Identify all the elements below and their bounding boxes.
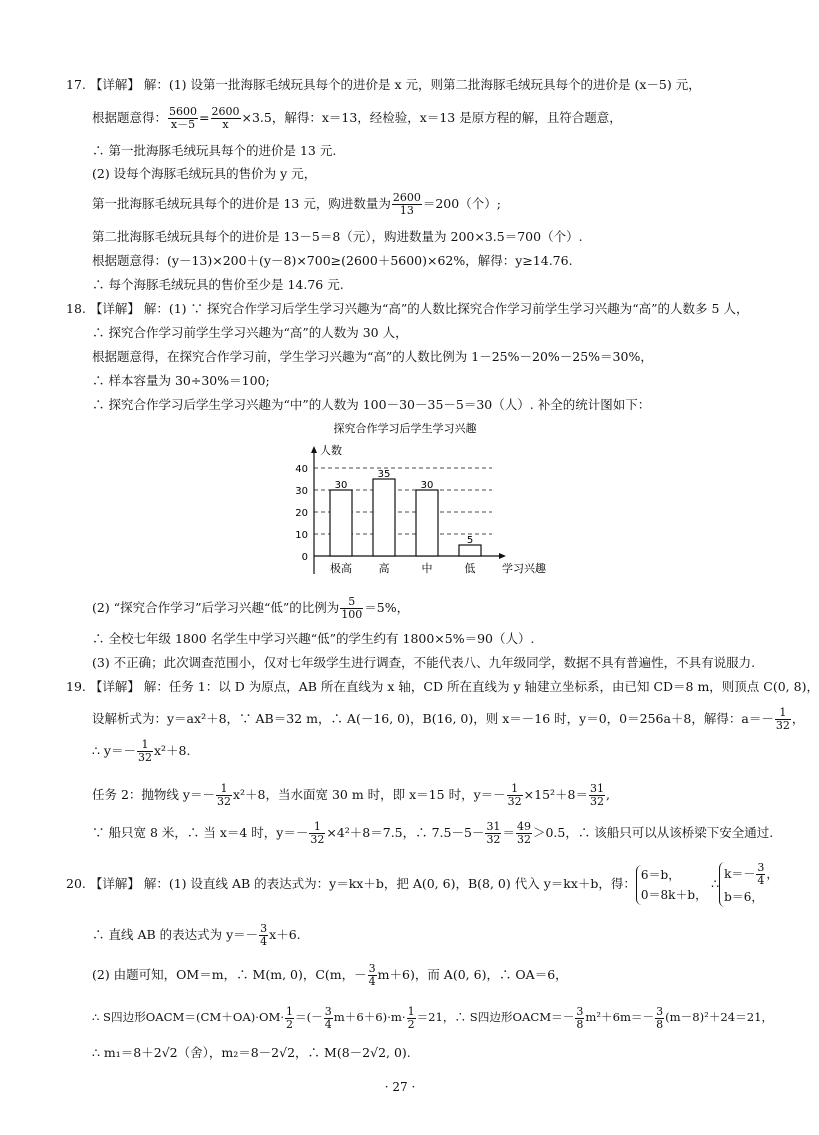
- q17-line1: 17. 【详解】 解：(1) 设第一批海豚毛绒玩具每个的进价是 x 元，则第二批海豚毛绒玩具每个的进价是 (x－5) 元，: [66, 77, 701, 92]
- q19-line5: ∵ 船只宽 8 米，∴ 当 x＝4 时，y＝－ $\frac{1}{32}$ ×4²＋8＝7.5，∴ 7.5－5－ $\frac{31}{32}$ ＝ $\frac{49}{32}$ ＞0.5，∴ 该船只可以从该桥梁下安全通过.: [92, 820, 774, 846]
- fraction: $\frac{3}{8}$: [656, 1004, 664, 1031]
- bar-0: [330, 490, 352, 556]
- q17-line8: ∴ 每个海豚毛绒玩具的售价至少是 14.76 元.: [92, 277, 344, 292]
- bar-2: [416, 490, 438, 556]
- bar-value-label: 30: [334, 480, 348, 491]
- q19-line2: 设解析式为：y＝ax²＋8，∵ AB＝32 m，∴ A(－16, 0)，B(16, 0)，则 x＝－16 时，y＝0，0＝256a＋8，解得：a＝－ $\frac{1}{32}$ ，: [92, 706, 805, 732]
- page-number: · 27 ·: [384, 1080, 416, 1094]
- q20-line3: (2) 由题可知，OM＝m，∴ M(m, 0)，C(m，－ $\frac{3}{4}$ m＋6)，而 A(0, 6)，∴ OA＝6，: [92, 962, 568, 988]
- fraction: $\frac{5600}{x-5}$: [169, 105, 198, 131]
- q17-line4: (2) 设每个海豚毛绒玩具的售价为 y 元，: [92, 166, 317, 181]
- fraction: $\frac{3}{4}$: [324, 1004, 332, 1031]
- q17-line6: 第二批海豚毛绒玩具每个的进价是 13－5＝8（元），购进数量为 200×3.5＝700（个）.: [92, 229, 583, 244]
- fraction: $\frac{2600}{13}$: [392, 191, 421, 217]
- q19-line1: 19. 【详解】 解：任务 1：以 D 为原点，AB 所在直线为 x 轴，CD 所在直线为 y 轴建立坐标系，由已知 CD＝8 m，则顶点 C(0, 8)，: [66, 679, 819, 694]
- q19-line4: 任务 2：抛物线 y＝－ $\frac{1}{32}$ x²＋8，当水面宽 30 m 时，即 x＝15 时，y＝－ $\frac{1}{32}$ ×15²＋8＝ $\frac{31}{32}$ ,: [92, 782, 610, 808]
- q17-line3: ∴ 第一批海豚毛绒玩具每个的进价是 13 元.: [92, 143, 337, 158]
- fraction: $\frac{3}{4}$: [260, 922, 268, 948]
- fraction: $\frac{1}{32}$: [138, 738, 152, 764]
- fraction: $\frac{1}{32}$: [775, 706, 790, 732]
- q18-line2: ∴ 探究合作学习前学生学习兴趣为“高”的人数为 30 人，: [92, 325, 408, 340]
- q18-line3: 根据题意得，在探究合作学习前，学生学习兴趣为“高”的人数比例为 1－25%－20%－25%＝30%，: [92, 349, 653, 364]
- fraction: $\frac{2600}{x}$: [211, 105, 240, 131]
- fraction: $\frac{1}{2}$: [286, 1004, 294, 1031]
- q20-line4: ∴ S四边形OACM＝(CM＋OA)·OM· $\frac{1}{2}$ ＝(－ $\frac{3}{4}$ m＋6＋6)·m· $\frac{1}{2}$ ＝21，∴ S四边形OACM＝－ $\frac{3}{8}$ m²＋6m＝－ $\frac{3}{8}$ (m－8)²＋24＝21，: [92, 1004, 774, 1031]
- q17-line5: 第一批海豚毛绒玩具每个的进价是 13 元，购进数量为 $\frac{2600}{13}$ ＝200（个）;: [92, 191, 501, 217]
- q18-line1: 18. 【详解】 解：(1) ∵ 探究合作学习后学生学习兴趣为“高”的人数比探究合作学习前学生学习兴趣为“高”的人数多 5 人，: [66, 301, 749, 316]
- x-axis-arrow: [499, 553, 506, 559]
- q17-line7: 根据题意得：(y－13)×200＋(y－8)×700≥(2600＋5600)×62%，解得：y≥14.76.: [92, 253, 573, 268]
- x-axis-label: 学习兴趣: [502, 562, 546, 575]
- fraction: $\frac{5}{100}$: [341, 595, 363, 621]
- y-tick-label: 40: [295, 464, 308, 475]
- bar-value-label: 5: [466, 535, 474, 546]
- y-tick-label: 30: [295, 486, 308, 497]
- fraction: $\frac{1}{32}$: [216, 782, 231, 808]
- q19-line3: ∴ y＝－ $\frac{1}{32}$ x²＋8.: [92, 738, 191, 764]
- q18-line8: (3) 不正确；此次调查范围小，仅对七年级学生进行调查，不能代表八、九年级同学，数据不具有普遍性，不具有说服力.: [92, 655, 756, 670]
- q20-line5: ∴ m₁＝8＋2√2（舍），m₂＝8－2√2，∴ M(8－2√2, 0).: [92, 1045, 411, 1060]
- x-tick-label: 低: [464, 562, 476, 575]
- text: ×3.5，解得：x＝13，经检验，x＝13 是原方程的解，且符合题意，: [241, 110, 622, 125]
- y-axis-label: 人数: [320, 444, 342, 457]
- fraction: $\frac{3}{4}$: [368, 962, 376, 988]
- fraction: $\frac{1}{32}$: [310, 820, 325, 846]
- q20-line2: ∴ 直线 AB 的表达式为 y＝－ $\frac{3}{4}$ x＋6.: [92, 922, 301, 948]
- q18-line5: ∴ 探究合作学习后学生学习兴趣为“中”的人数为 100－30－35－5＝30（人）. 补全的统计图如下：: [92, 397, 651, 412]
- bar-3: [459, 545, 481, 556]
- x-tick-label: 高: [378, 562, 390, 575]
- bar-1: [373, 479, 395, 556]
- y-axis-arrow: [311, 446, 317, 453]
- fraction: $\frac{31}{32}$: [589, 782, 604, 808]
- chart-title: 探究合作学习后学生学习兴趣: [333, 422, 477, 435]
- q17-line2: 根据题意得： $\frac{5600}{x-5}$ = $\frac{2600}{x}$ ×3.5，解得：x＝13，经检验，x＝13 是原方程的解，且符合题意，: [92, 105, 622, 131]
- fraction: $\frac{31}{32}$: [486, 820, 501, 846]
- x-tick-label: 极高: [330, 562, 352, 575]
- x-tick-label: 中: [421, 562, 433, 575]
- fraction: $\frac{1}{2}$: [407, 1004, 415, 1031]
- y-tick-label: 0: [301, 552, 308, 563]
- bar-value-label: 30: [420, 480, 434, 491]
- fraction: $\frac{3}{8}$: [576, 1004, 584, 1031]
- text: 根据题意得：: [92, 110, 168, 125]
- bar-chart: [280, 420, 550, 585]
- q18-line4: ∴ 样本容量为 30÷30%＝100;: [92, 373, 270, 388]
- fraction: $\frac{1}{32}$: [507, 782, 522, 808]
- equation-system: 6＝b， 0＝8k＋b，: [636, 865, 707, 905]
- equation-solution: k＝－ $\frac{3}{4}$ ， b＝6，: [719, 862, 778, 907]
- y-tick-label: 20: [295, 508, 308, 519]
- q18-line7: ∴ 全校七年级 1800 名学生中学习兴趣“低”的学生约有 1800×5%＝90（人）.: [92, 631, 535, 646]
- q18-line6: (2) “探究合作学习”后学习兴趣“低”的比例为 $\frac{5}{100}$ ＝5%，: [92, 595, 410, 621]
- y-tick-label: 10: [295, 530, 308, 541]
- fraction: $\frac{49}{32}$: [516, 820, 531, 846]
- q20-line1: 20. 【详解】 解：(1) 设直线 AB 的表达式为：y＝kx＋b，把 A(0, 6)，B(8, 0) 代入 y＝kx＋b，得： 6＝b， 0＝8k＋b， ∴ k＝－ $\frac{3}{4}$ ， b＝6，: [66, 862, 778, 907]
- bar-value-label: 35: [377, 469, 391, 480]
